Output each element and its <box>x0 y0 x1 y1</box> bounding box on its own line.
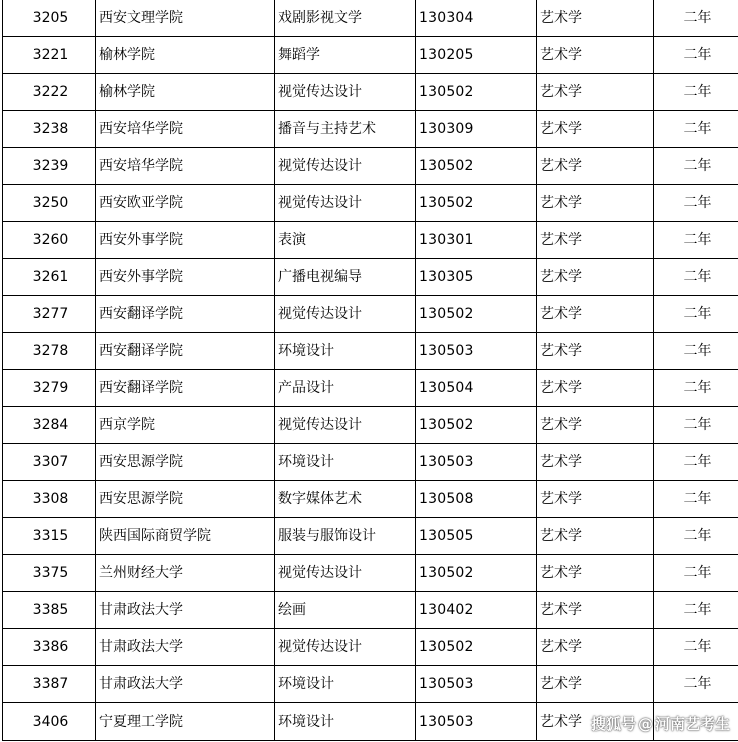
table-row <box>3 222 738 259</box>
cell-major-code: 130205 <box>416 37 537 74</box>
table-row <box>3 370 738 407</box>
cell-category: 艺术学 <box>537 37 654 74</box>
cell-major-code: 130505 <box>416 518 537 555</box>
cell-category: 艺术学 <box>537 296 654 333</box>
cell-years: 二年 <box>654 555 738 592</box>
cell-category: 艺术学 <box>537 370 654 407</box>
cell-major-code: 130504 <box>416 370 537 407</box>
cell-years: 二年 <box>654 407 738 444</box>
cell-years: 二年 <box>654 666 738 703</box>
cell-major-code: 130305 <box>416 259 537 296</box>
cell-school: 西安欧亚学院 <box>96 185 275 222</box>
watermark-platform: 搜狐号 <box>590 715 636 733</box>
table-row <box>3 444 738 481</box>
table-row <box>3 629 738 666</box>
cell-category: 艺术学 <box>537 518 654 555</box>
cell-school: 西京学院 <box>96 407 275 444</box>
cell-school: 西安外事学院 <box>96 222 275 259</box>
cell-code: 3387 <box>3 666 96 703</box>
cell-code: 3307 <box>3 444 96 481</box>
cell-major: 视觉传达设计 <box>275 555 416 592</box>
cell-school: 西安文理学院 <box>96 0 275 37</box>
cell-years: 二年 <box>654 111 738 148</box>
cell-category: 艺术学 <box>537 259 654 296</box>
cell-major: 视觉传达设计 <box>275 74 416 111</box>
cell-major: 视觉传达设计 <box>275 629 416 666</box>
table-row <box>3 296 738 333</box>
table-row <box>3 148 738 185</box>
cell-code: 3205 <box>3 0 96 37</box>
cell-code: 3284 <box>3 407 96 444</box>
cell-school: 西安培华学院 <box>96 148 275 185</box>
cell-years: 二年 <box>654 444 738 481</box>
cell-school: 兰州财经大学 <box>96 555 275 592</box>
cell-major: 产品设计 <box>275 370 416 407</box>
cell-code: 3375 <box>3 555 96 592</box>
cell-years: 二年 <box>654 592 738 629</box>
cell-major: 环境设计 <box>275 666 416 703</box>
table-body <box>3 0 738 741</box>
cell-major-code: 130503 <box>416 666 537 703</box>
cell-major-code: 130502 <box>416 555 537 592</box>
cell-code: 3239 <box>3 148 96 185</box>
cell-code: 3406 <box>3 703 96 741</box>
cell-major: 播音与主持艺术 <box>275 111 416 148</box>
cell-years: 二年 <box>654 148 738 185</box>
cell-major: 视觉传达设计 <box>275 185 416 222</box>
cell-major-code: 130503 <box>416 703 537 741</box>
cell-category: 艺术学 <box>537 444 654 481</box>
cell-school: 西安翻译学院 <box>96 370 275 407</box>
cell-code: 3277 <box>3 296 96 333</box>
cell-school: 陕西国际商贸学院 <box>96 518 275 555</box>
cell-school: 榆林学院 <box>96 37 275 74</box>
cell-major-code: 130502 <box>416 407 537 444</box>
watermark-account: 河南艺考生 <box>654 715 730 733</box>
cell-category: 艺术学 <box>537 74 654 111</box>
cell-years: 二年 <box>654 481 738 518</box>
cell-code: 3222 <box>3 74 96 111</box>
cell-major-code: 130309 <box>416 111 537 148</box>
cell-major: 舞蹈学 <box>275 37 416 74</box>
cell-major: 环境设计 <box>275 333 416 370</box>
cell-code: 3221 <box>3 37 96 74</box>
cell-school: 西安思源学院 <box>96 444 275 481</box>
table-row <box>3 37 738 74</box>
cell-major-code: 130301 <box>416 222 537 259</box>
admissions-table <box>2 0 738 741</box>
table-row <box>3 481 738 518</box>
table-row <box>3 74 738 111</box>
cell-code: 3308 <box>3 481 96 518</box>
cell-years: 二年 <box>654 259 738 296</box>
cell-category: 艺术学 <box>537 555 654 592</box>
cell-years: 二年 <box>654 185 738 222</box>
cell-code: 3279 <box>3 370 96 407</box>
cell-years: 二年 <box>654 74 738 111</box>
cell-major-code: 130502 <box>416 148 537 185</box>
cell-major: 服装与服饰设计 <box>275 518 416 555</box>
table-row <box>3 592 738 629</box>
cell-code: 3260 <box>3 222 96 259</box>
cell-years: 二年 <box>654 370 738 407</box>
cell-major: 环境设计 <box>275 703 416 741</box>
cell-years: 二年 <box>654 629 738 666</box>
table-row <box>3 555 738 592</box>
cell-major: 环境设计 <box>275 444 416 481</box>
cell-school: 西安培华学院 <box>96 111 275 148</box>
cell-school: 甘肃政法大学 <box>96 629 275 666</box>
cell-major: 广播电视编导 <box>275 259 416 296</box>
cell-category: 艺术学 <box>537 703 654 741</box>
table-row <box>3 0 738 37</box>
cell-school: 西安思源学院 <box>96 481 275 518</box>
cell-major: 表演 <box>275 222 416 259</box>
cell-school: 西安翻译学院 <box>96 296 275 333</box>
cell-category: 艺术学 <box>537 481 654 518</box>
cell-category: 艺术学 <box>537 222 654 259</box>
cell-category: 艺术学 <box>537 111 654 148</box>
table-row <box>3 407 738 444</box>
cell-years: 二年 <box>654 518 738 555</box>
cell-major-code: 130502 <box>416 74 537 111</box>
table-row <box>3 185 738 222</box>
cell-school: 甘肃政法大学 <box>96 592 275 629</box>
cell-major-code: 130508 <box>416 481 537 518</box>
cell-code: 3250 <box>3 185 96 222</box>
cell-category: 艺术学 <box>537 666 654 703</box>
table-row <box>3 666 738 703</box>
cell-school: 宁夏理工学院 <box>96 703 275 741</box>
cell-major-code: 130502 <box>416 629 537 666</box>
cell-code: 3278 <box>3 333 96 370</box>
cell-code: 3315 <box>3 518 96 555</box>
cell-code: 3386 <box>3 629 96 666</box>
cell-major-code: 130304 <box>416 0 537 37</box>
cell-category: 艺术学 <box>537 407 654 444</box>
cell-years: 二年 <box>654 333 738 370</box>
table-row <box>3 518 738 555</box>
cell-school: 西安外事学院 <box>96 259 275 296</box>
cell-major-code: 130502 <box>416 296 537 333</box>
cell-major: 戏剧影视文学 <box>275 0 416 37</box>
cell-category: 艺术学 <box>537 185 654 222</box>
cell-years: 二年 <box>654 296 738 333</box>
cell-major-code: 130502 <box>416 185 537 222</box>
cell-major-code: 130402 <box>416 592 537 629</box>
cell-years: 二年 <box>654 37 738 74</box>
table-row <box>3 333 738 370</box>
sohu-watermark <box>591 713 730 734</box>
cell-code: 3261 <box>3 259 96 296</box>
watermark-at: @ <box>637 714 653 733</box>
table-row <box>3 259 738 296</box>
cell-major: 绘画 <box>275 592 416 629</box>
cell-major-code: 130503 <box>416 333 537 370</box>
cell-category: 艺术学 <box>537 592 654 629</box>
cell-major: 数字媒体艺术 <box>275 481 416 518</box>
cell-category: 艺术学 <box>537 629 654 666</box>
cell-major: 视觉传达设计 <box>275 407 416 444</box>
cell-category: 艺术学 <box>537 0 654 37</box>
cell-major: 视觉传达设计 <box>275 148 416 185</box>
cell-school: 甘肃政法大学 <box>96 666 275 703</box>
cell-code: 3385 <box>3 592 96 629</box>
cell-years: 二年 <box>654 222 738 259</box>
cell-major: 视觉传达设计 <box>275 296 416 333</box>
cell-code: 3238 <box>3 111 96 148</box>
cell-school: 西安翻译学院 <box>96 333 275 370</box>
cell-category: 艺术学 <box>537 148 654 185</box>
cell-years: 二年 <box>654 0 738 37</box>
cell-category: 艺术学 <box>537 333 654 370</box>
cell-major-code: 130503 <box>416 444 537 481</box>
cell-school: 榆林学院 <box>96 74 275 111</box>
table-row <box>3 111 738 148</box>
